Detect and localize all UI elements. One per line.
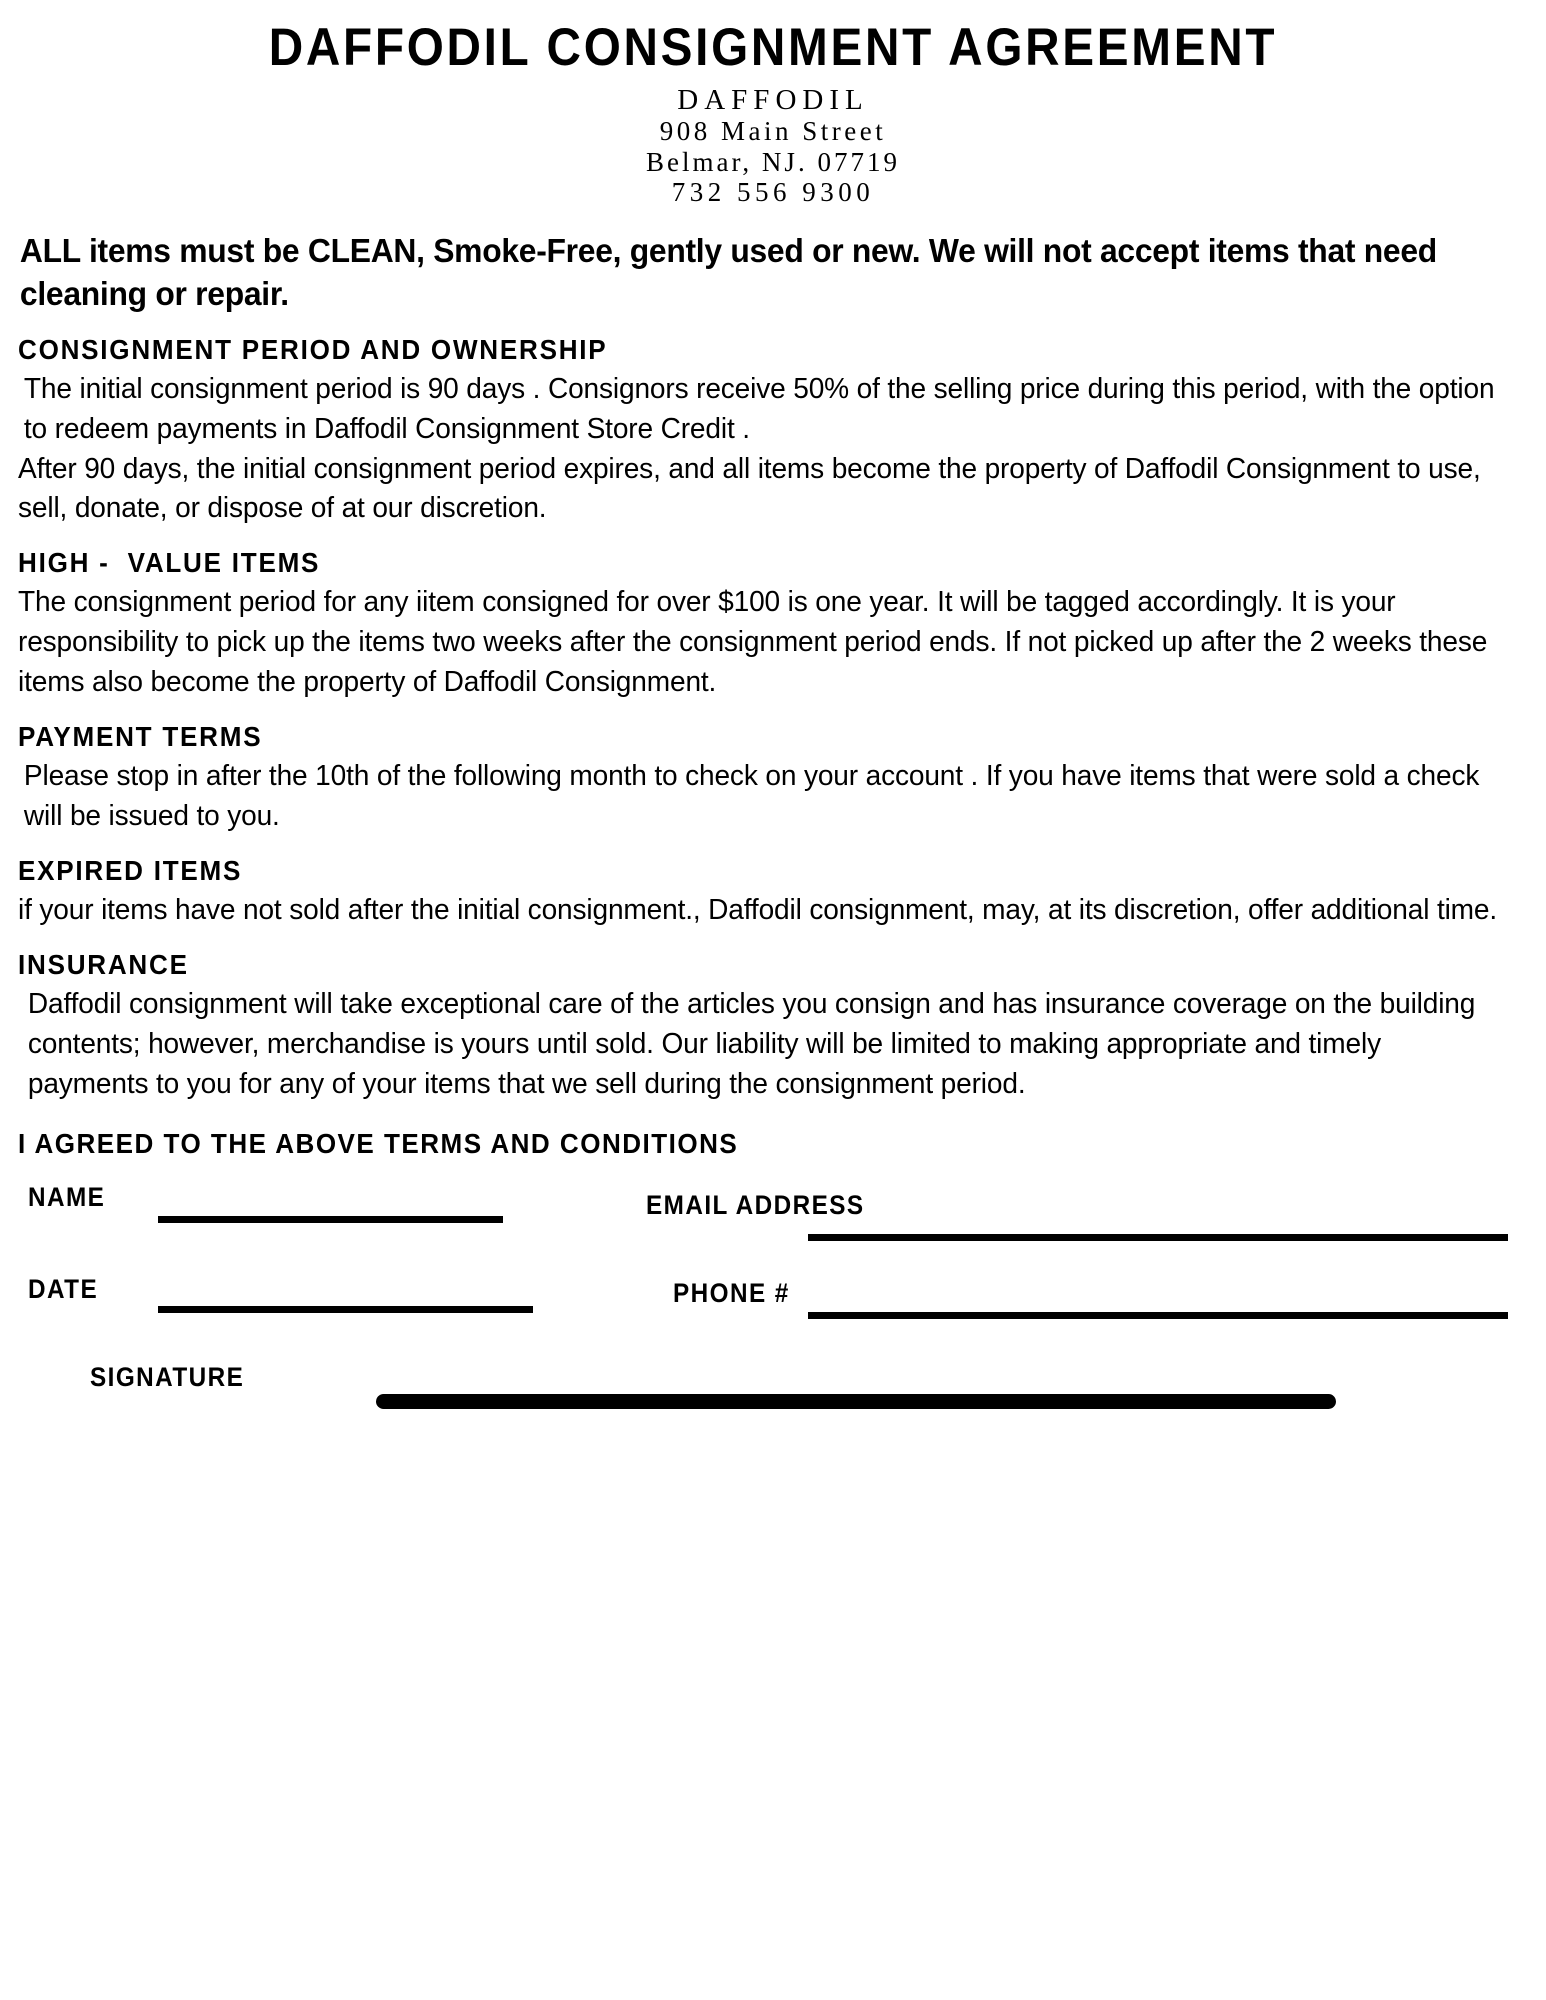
email-field-label: EMAIL ADDRESS (646, 1190, 865, 1221)
section-heading: EXPIRED ITEMS (18, 854, 243, 886)
section-body (18, 891, 1505, 931)
business-phone: 732 556 9300 (671, 177, 875, 208)
name-field-label: NAME (28, 1182, 106, 1213)
section-body (18, 757, 1505, 837)
paragraph: After 90 days, the initial consignment period expires, and all items become the property of Daffodil Consignment to use, sell, donate, or dispose of at our discretion. (18, 452, 1481, 525)
street-address: 908 Main Street (659, 116, 887, 147)
section-heading: HIGH - VALUE ITEMS (18, 547, 321, 579)
section-insurance (18, 948, 1528, 1105)
section-expired-items (18, 854, 1528, 931)
paragraph: The consignment period for any iitem consigned for over $100 is one year. It will be tagged accordingly. It is your responsibility to pick up the items two weeks after the consignment period ends. If not picked up after the 2 weeks these items also become the property of Daffodil Consignment. (18, 586, 1488, 699)
paragraph: The initial consignment period is 90 days . Consignors receive 50% of the selling price during this period, with the option to redeem payments in Daffodil Consignment Store Credit . (23, 372, 1495, 445)
business-address-block (18, 84, 1528, 208)
section-body (18, 985, 1505, 1105)
section-heading: CONSIGNMENT PERIOD AND OWNERSHIP (18, 333, 608, 365)
date-input[interactable] (158, 1306, 533, 1313)
date-field-label: DATE (28, 1274, 99, 1305)
section-high-value-items (18, 546, 1528, 703)
phone-field-label: PHONE # (673, 1278, 790, 1309)
business-name: DAFFODIL (677, 83, 869, 116)
paragraph: Please stop in after the 10th of the following month to check on your account . If you have items that were sold a check will be issued to you. (23, 760, 1480, 832)
section-body (18, 583, 1505, 703)
paragraph: if your items have not sold after the initial consignment., Daffodil consignment, may, at its discretion, offer additional time. (18, 893, 1498, 926)
agreement-heading: I AGREED TO THE ABOVE TERMS AND CONDITIONS (18, 1128, 739, 1160)
page-title: DAFFODIL CONSIGNMENT AGREEMENT (268, 18, 1278, 77)
paragraph: Daffodil consignment will take exceptional care of the articles you consign and has insurance coverage on the building contents; however, merchandise is yours until sold. Our liability will be limited to making appropriate and timely payments to you for any of your items that we sell during the consignment period. (27, 987, 1476, 1100)
name-input[interactable] (158, 1216, 503, 1223)
signature-input[interactable] (376, 1394, 1336, 1409)
section-heading: INSURANCE (18, 948, 189, 980)
section-heading: PAYMENT TERMS (18, 720, 263, 752)
section-payment-terms (18, 720, 1528, 837)
section-body (18, 370, 1505, 530)
city-state-zip: Belmar, NJ. 07719 (646, 146, 900, 177)
email-input[interactable] (808, 1234, 1508, 1241)
phone-input[interactable] (808, 1312, 1508, 1319)
intro-notice: ALL items must be CLEAN, Smoke-Free, gently used or new. We will not accept items that need cleaning or repair. (19, 231, 1437, 312)
signature-field-label: SIGNATURE (90, 1362, 245, 1393)
section-consignment-period-and-ownership (18, 333, 1528, 530)
signature-form (18, 1178, 1528, 1428)
